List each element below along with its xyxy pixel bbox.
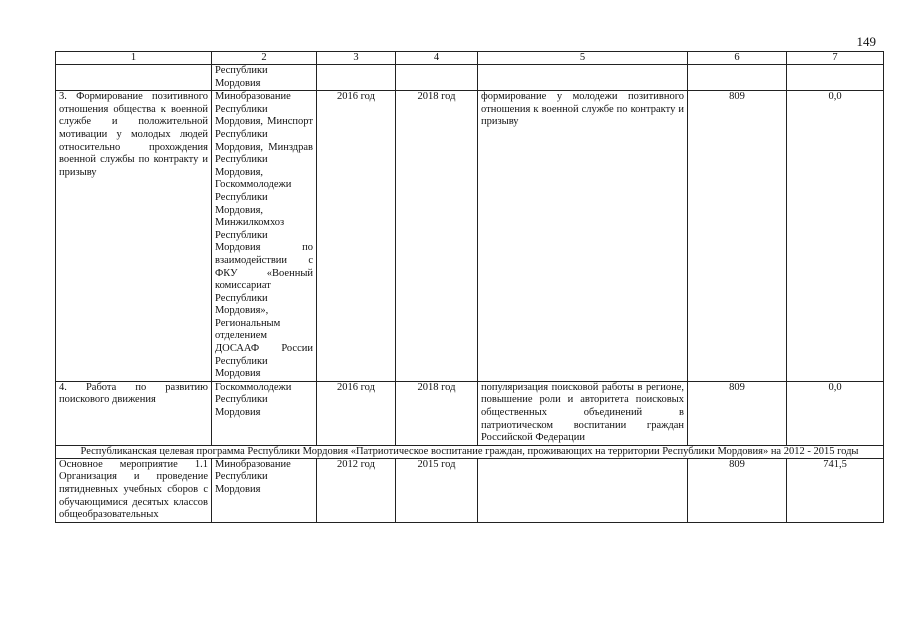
executor-cell: Минобразование Республики Мордовия, Минспорт Республики Мордовия, Минздрав Республики Мордовия, Госкоммолодежи Республики Мордовия, Минжилкомхоз Республики Мордовия по взаимодействии с ФКУ «Военный комиссариат Республики Мордовия», Региональным отделением ДОСААФ России Республики Мордовия bbox=[212, 91, 317, 382]
column-number-header-row bbox=[56, 52, 884, 65]
result-cell bbox=[478, 458, 688, 522]
activity-cell: 4. Работа по развитию поискового движения bbox=[56, 381, 212, 445]
executor-cell: Республики Мордовия bbox=[212, 65, 317, 91]
start-year-cell bbox=[317, 65, 396, 91]
table-row bbox=[56, 91, 884, 382]
start-year-cell: 2016 год bbox=[317, 91, 396, 382]
budget-code-cell: 809 bbox=[688, 91, 787, 382]
start-year-cell: 2012 год bbox=[317, 458, 396, 522]
column-number: 6 bbox=[688, 52, 787, 65]
end-year-cell bbox=[396, 65, 478, 91]
result-cell: популяризация поисковой работы в регионе, повышение роли и авторитета поисковых общественных объединений в патриотическом воспитании граждан Российской Федерации bbox=[478, 381, 688, 445]
budget-code-cell: 809 bbox=[688, 381, 787, 445]
program-section-row bbox=[56, 445, 884, 458]
table-row bbox=[56, 65, 884, 91]
amount-cell: 0,0 bbox=[787, 91, 884, 382]
end-year-cell: 2018 год bbox=[396, 381, 478, 445]
column-number: 4 bbox=[396, 52, 478, 65]
amount-cell: 0,0 bbox=[787, 381, 884, 445]
column-number: 5 bbox=[478, 52, 688, 65]
budget-code-cell: 809 bbox=[688, 458, 787, 522]
amount-cell: 741,5 bbox=[787, 458, 884, 522]
column-number: 2 bbox=[212, 52, 317, 65]
column-number: 1 bbox=[56, 52, 212, 65]
table-row bbox=[56, 458, 884, 522]
start-year-cell: 2016 год bbox=[317, 381, 396, 445]
program-activities-table bbox=[55, 51, 884, 523]
result-cell: формирование у молодежи позитивного отношения к военной службе по контракту и призыву bbox=[478, 91, 688, 382]
executor-cell: Госкоммолодежи Республики Мордовия bbox=[212, 381, 317, 445]
budget-code-cell bbox=[688, 65, 787, 91]
column-number: 7 bbox=[787, 52, 884, 65]
executor-cell: Минобразование Республики Мордовия bbox=[212, 458, 317, 522]
table-row bbox=[56, 381, 884, 445]
amount-cell bbox=[787, 65, 884, 91]
end-year-cell: 2018 год bbox=[396, 91, 478, 382]
result-cell bbox=[478, 65, 688, 91]
page-number: 149 bbox=[856, 34, 876, 49]
end-year-cell: 2015 год bbox=[396, 458, 478, 522]
program-section-title: Республиканская целевая программа Республики Мордовия «Патриотическое воспитание граждан, проживающих на территории Республики Мордовия» на 2012 - 2015 годы bbox=[56, 445, 884, 458]
activity-cell bbox=[56, 65, 212, 91]
activity-cell: 3. Формирование позитивного отношения общества к военной службе и положительной мотивации у молодых людей относительно прохождения военной службы по контракту и призыву bbox=[56, 91, 212, 382]
activity-cell: Основное мероприятие 1.1 Организация и проведение пятидневных учебных сборов с обучающимися десятых классов общеобразовательных bbox=[56, 458, 212, 522]
column-number: 3 bbox=[317, 52, 396, 65]
